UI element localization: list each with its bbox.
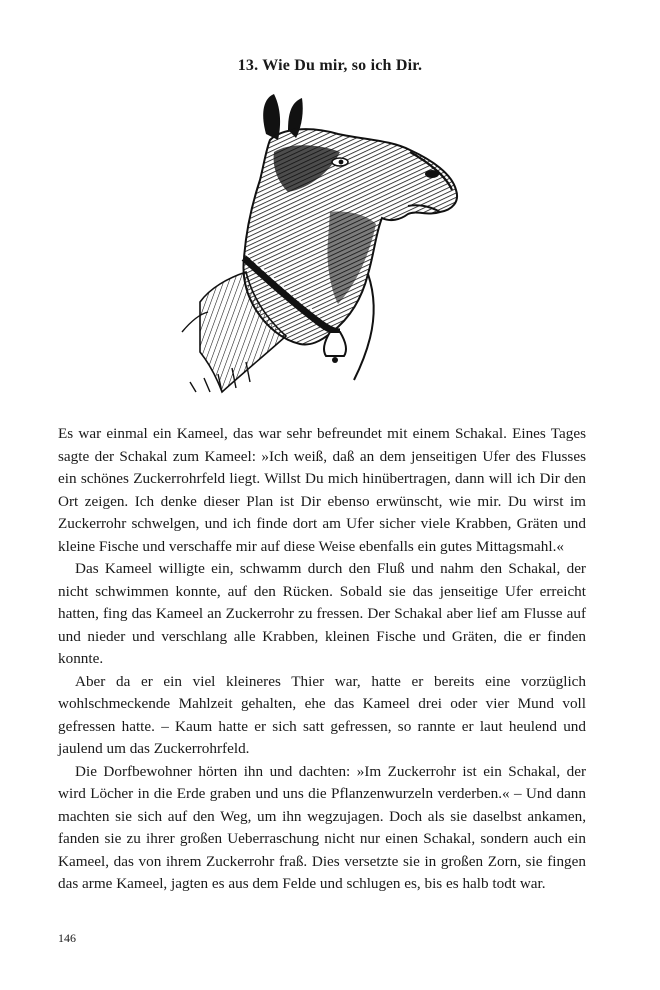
chapter-title: 13. Wie Du mir, so ich Dir. [237,57,423,74]
camel-head-illustration [170,92,470,402]
page-number: 146 [58,931,76,945]
paragraph: Aber da er ein viel kleineres Thier war, hatte er bereits eine vorzüglich wohlschmeckende Mahlzeit gehalten, ehe das Kameel drei oder vier Mund voll gefressen hatte. – Kaum hatte er sich satt gefressen, so rannte er laut heulend und jaulend um das Zuckerrohrfeld. [58,672,586,757]
paragraph: Das Kameel willigte ein, schwamm durch den Fluß und nahm den Schakal, der nicht schwimmen konnte, auf den Rücken. Sobald sie das jenseitige Ufer erreicht hatten, fing das Kameel an Zuckerrohr zu fressen. Der Schakal aber lief am Flusse auf und nieder und verschlang alle Krabben, kleinen Fische und Gräten, die er finden konnte. [58,560,586,667]
camel-head-drawing [170,92,470,402]
story-text [58,423,586,896]
paragraph: Die Dorfbewohner hörten ihn und dachten: »Im Zuckerrohr ist ein Schakal, der wird Löcher in die Erde graben und uns die Pflanzenwurzeln verderben.« – Und dann machten sie sich auf den Weg, um ihn wegzujagen. Doch als sie daselbst ankamen, fanden sie zu ihrer großen Ueberraschung nicht nur einen Schakal, sondern auch ein Kameel, das von ihrem Zuckerrohr fraß. Dies versetzte sie in großen Zorn, sie fingen das arme Kameel, jagten es aus dem Felde und schlugen es, bis es halb todt war. [58,762,586,892]
paragraph: Es war einmal ein Kameel, das war sehr befreundet mit einem Schakal. Eines Tages sagte der Schakal zum Kameel: »Ich weiß, daß an dem jenseitigen Ufer des Flusses ein schönes Zuckerrohrfeld liegt. Willst Du mich hinübertragen, dann will ich Dir den Ort zeigen. Ich denke dieser Plan ist Dir ebenso erwünscht, wie mir. Du wirst im Zuckerrohr schwelgen, und ich finde dort am Ufer sicher viele Krabben, Gräten und kleine Fische und verschaffe mir auf diese Weise ebenfalls ein gutes Mittagsmahl.« [58,425,586,555]
